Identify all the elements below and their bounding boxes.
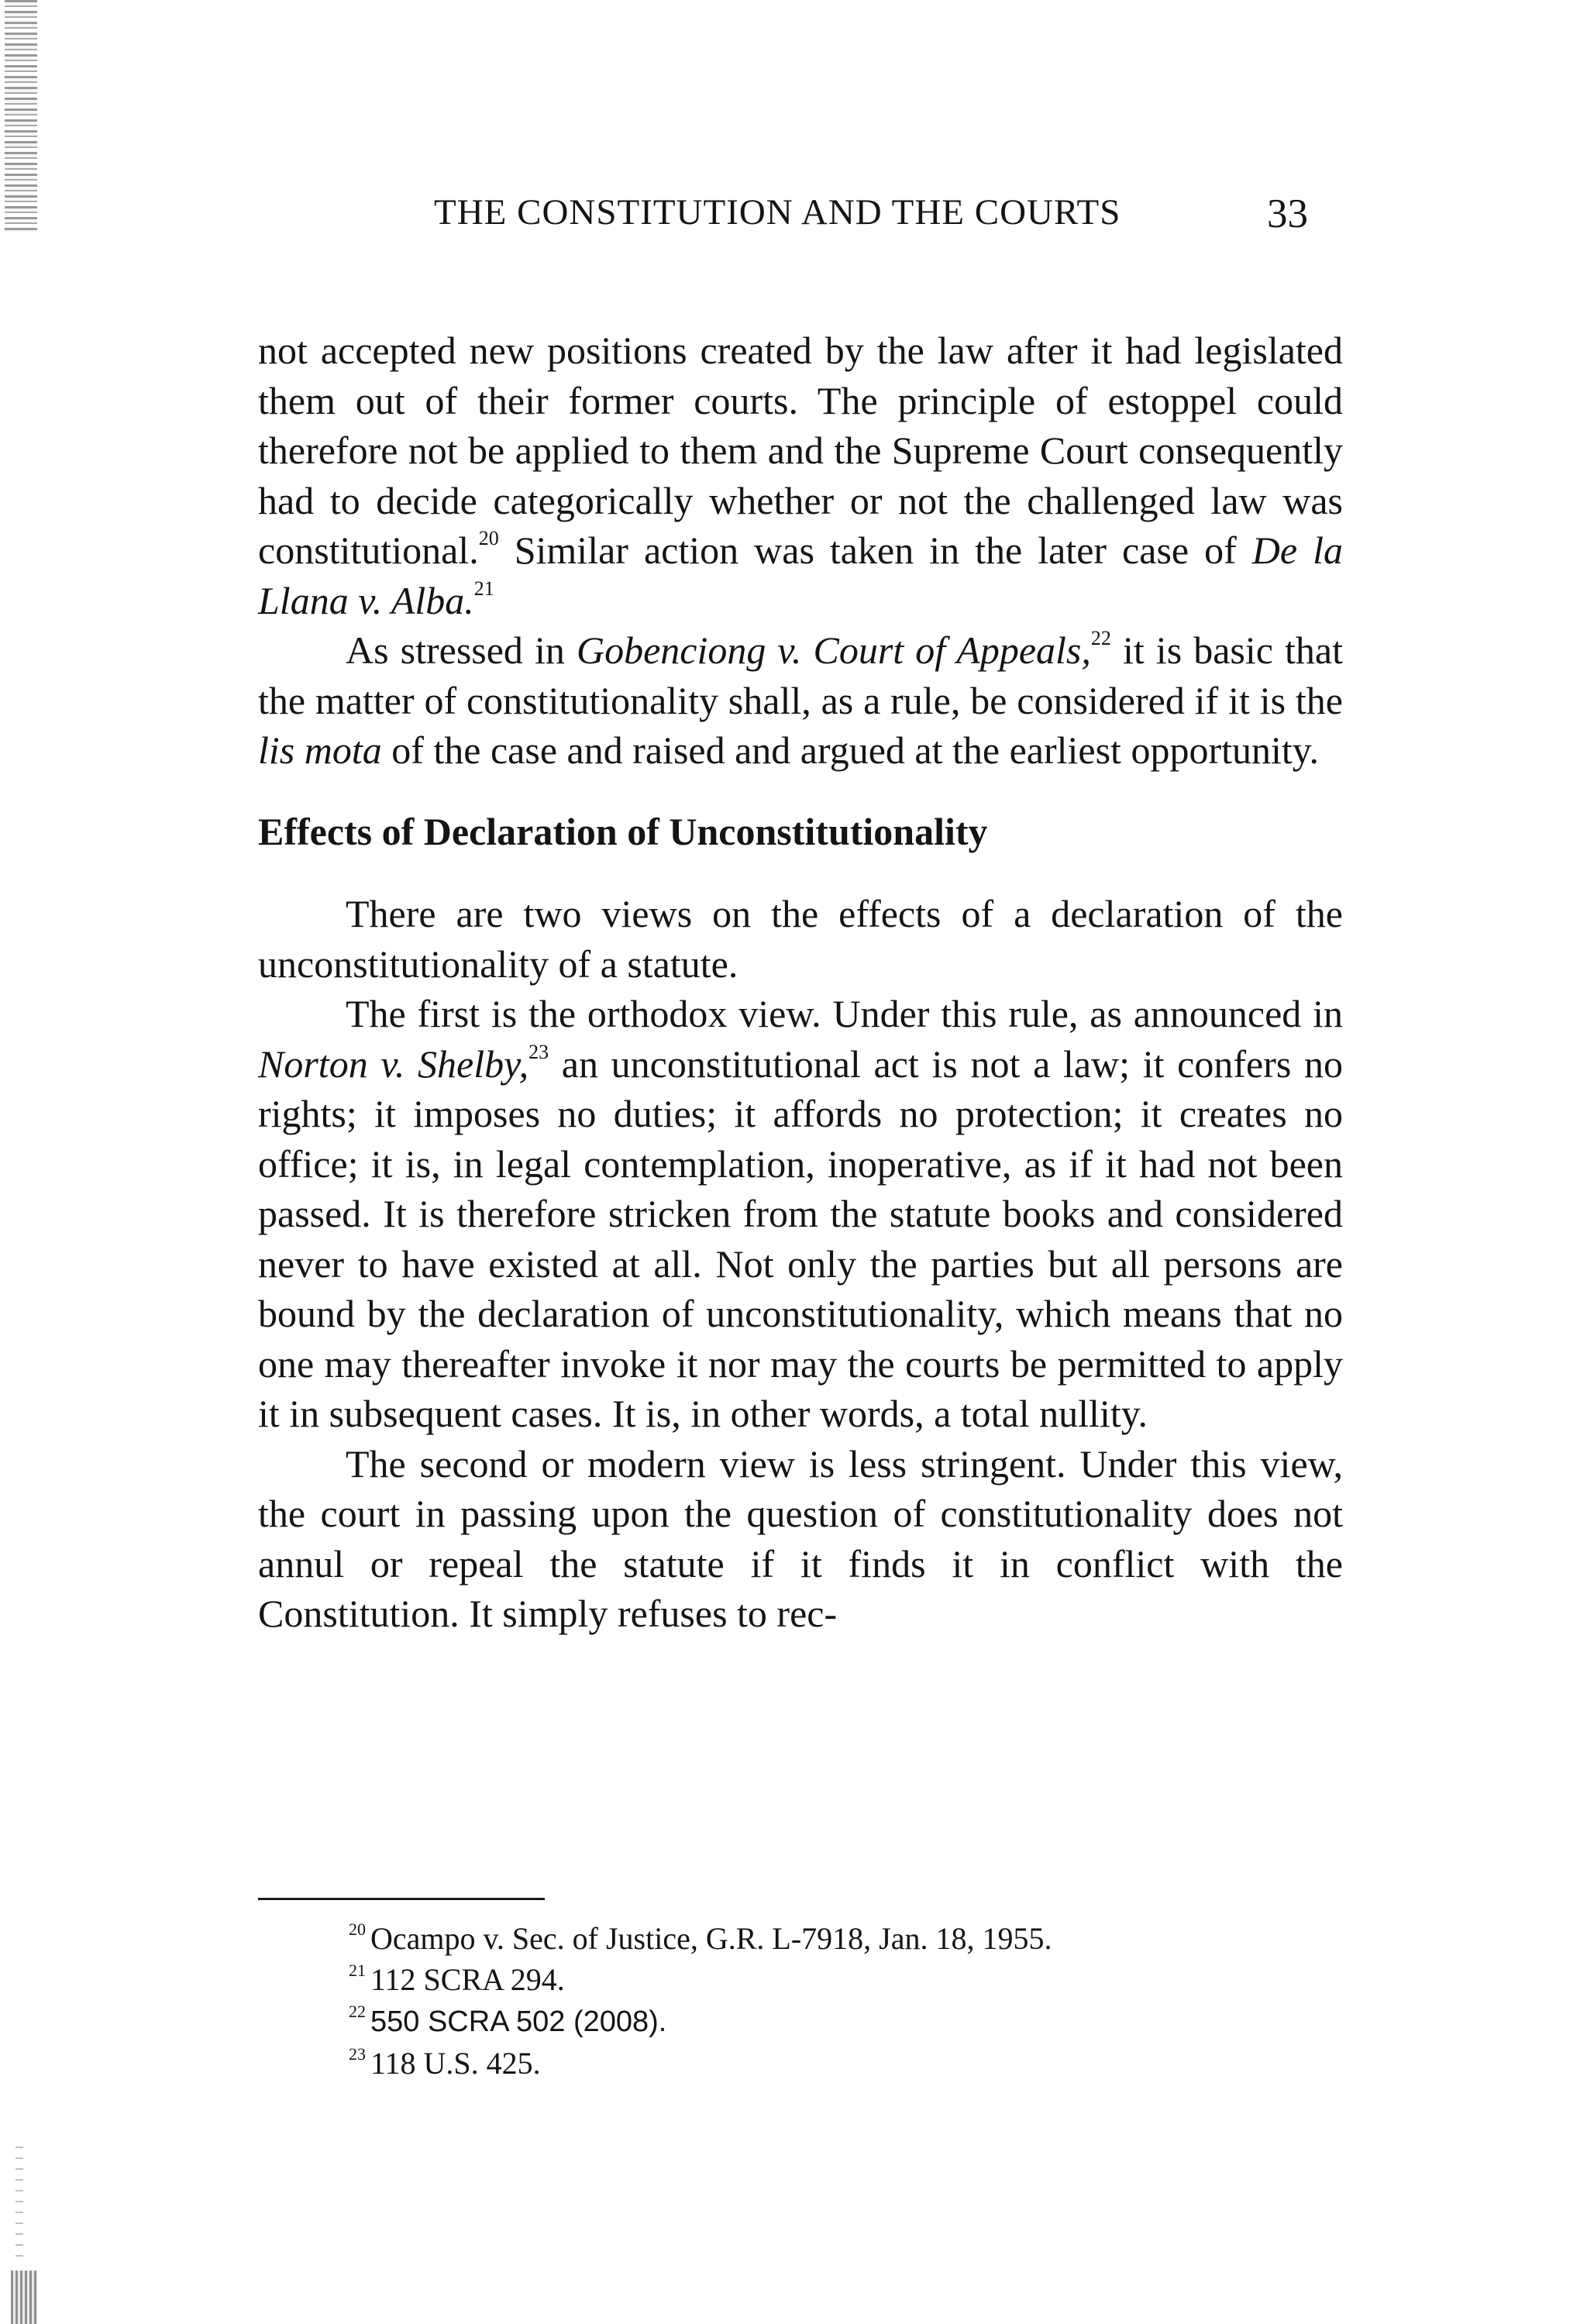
footnote-number: 22: [349, 2002, 366, 2021]
text-run: The first is the orthodox view. Under this rule, as announced in: [346, 992, 1343, 1035]
footnote-divider: [258, 1898, 545, 1900]
footnotes: [349, 1918, 1317, 2084]
running-head: [256, 189, 1341, 236]
footnote-number: 20: [349, 1919, 366, 1939]
footnote: [349, 1918, 1317, 1959]
footnote-text: 112 SCRA 294.: [370, 1962, 565, 1997]
paragraph: [258, 989, 1343, 1439]
case-name: De la Llana v. Alba.: [258, 528, 1343, 622]
text-run: it is basic that the matter of constitutionality shall, as a rule, be considered if it is the: [258, 628, 1344, 722]
footnote-text: Ocampo v. Sec. of Justice, G.R. L-7918, Jan. 18, 1955.: [370, 1921, 1052, 1956]
latin-term: lis mota: [258, 728, 382, 772]
running-head-title: THE CONSTITUTION AND THE COURTS: [434, 192, 1121, 232]
text-run: As stressed in: [346, 628, 577, 672]
text-run: Similar action was taken in the later case of: [498, 528, 1252, 572]
paragraph: [258, 325, 1343, 625]
case-name: Norton v. Shelby,: [258, 1041, 529, 1086]
section-heading: Effects of Declaration of Unconstitutionality: [258, 809, 988, 853]
text-run: an unconstitutional act is not a law; it confers no rights; it imposes no duties; it affords no protection; it creates no office; it is, in legal contemplation, inoperative, as if it had not been passed. It is therefore stricken from the statute books and considered never to have existed at all. Not only the parties but all persons are bound by the declaration of unconstitutionality, which means that no one may thereafter invoke it nor may the courts be permitted to apply it in subsequent cases. It is, in other words, a total nullity.: [258, 1041, 1344, 1435]
paragraph: [258, 889, 1343, 989]
paragraph: [258, 1439, 1343, 1639]
paragraph: [258, 625, 1343, 776]
footnote-ref: 22: [1090, 627, 1111, 649]
page-number: 33: [1267, 191, 1308, 236]
footnote-text: 118 U.S. 425.: [370, 2046, 541, 2081]
body-text: [258, 325, 1343, 1639]
footnote-ref: 20: [478, 527, 499, 549]
footnote-number: 21: [349, 1961, 366, 1980]
scan-edge-artifact: [5, 0, 37, 232]
footnote-number: 23: [349, 2044, 366, 2064]
text-run: not accepted new positions created by the law after it had legislated them out of their former courts. The principle of estoppel could therefore not be applied to them and the Supreme Court consequently had to decide categorically whether or not the challenged law was constitutional.: [258, 329, 1343, 572]
footnote: [349, 1959, 1317, 2000]
footnote: [349, 2043, 1317, 2084]
footnote-ref: 21: [473, 577, 494, 600]
footnote: [349, 2000, 1317, 2043]
text-run: The second or modern view is less stringent. Under this view, the court in passing upon the question of constitutionality does not annul or repeal the statute if it finds it in conflict with the Constitution. It simply refuses to rec-: [258, 1441, 1343, 1635]
scan-edge-artifact: [11, 2271, 37, 2324]
case-name: Gobenciong v. Court of Appeals,: [576, 628, 1091, 672]
text-run: of the case and raised and argued at the earliest opportunity.: [381, 728, 1320, 772]
text-run: There are two views on the effects of a declaration of the unconstitutionality of a statute.: [258, 892, 1343, 986]
footnote-ref: 23: [528, 1040, 549, 1063]
footnote-text: 550 SCRA 502 (2008).: [370, 2006, 667, 2038]
scan-edge-artifact: [15, 2147, 23, 2263]
